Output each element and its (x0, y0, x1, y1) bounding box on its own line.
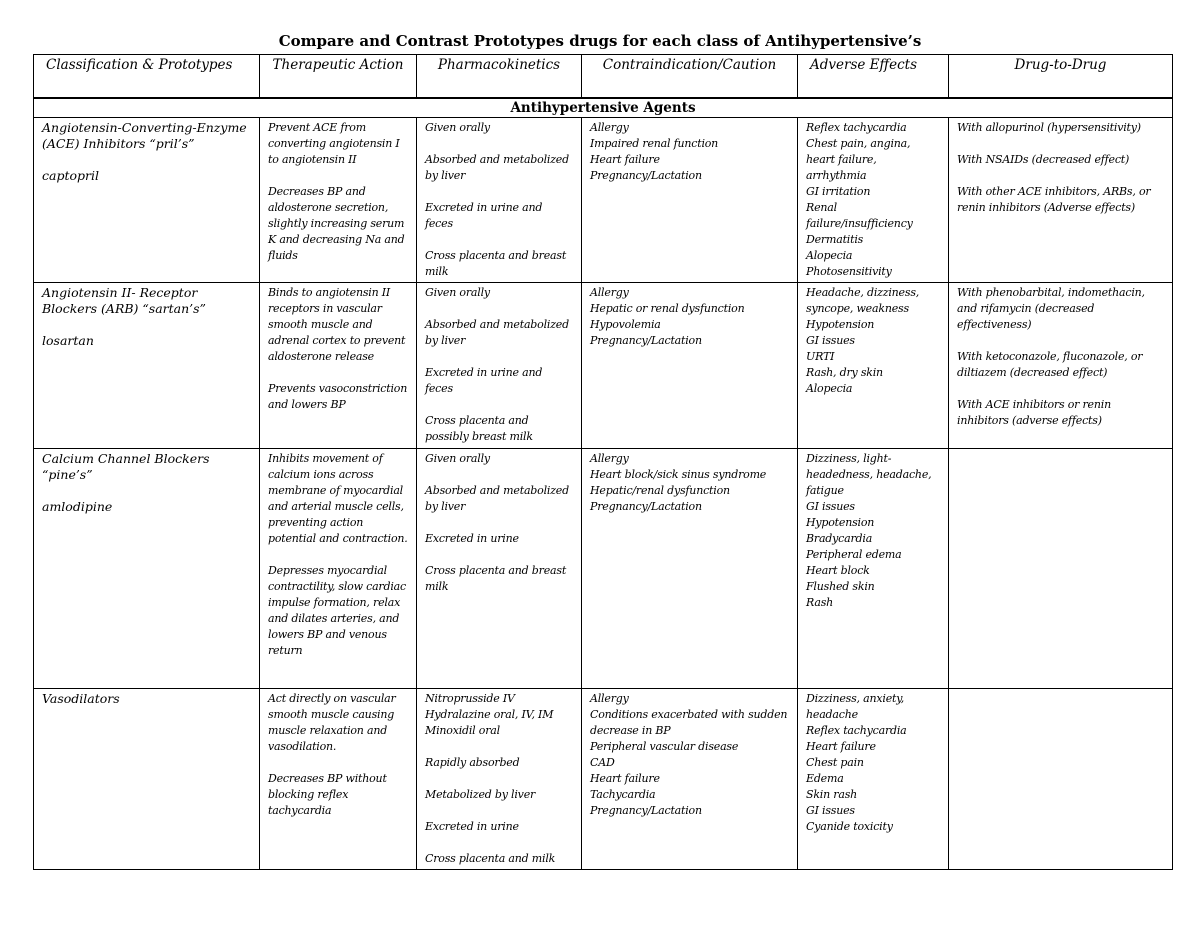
adverse-effect-cell (798, 449, 949, 689)
drug-interaction-item: With NSAIDs (decreased effect) (957, 153, 1130, 166)
contraindication-cell (582, 449, 798, 689)
class-name: Angiotensin-Converting-Enzyme (ACE) Inhibitors “pril’s” (42, 120, 247, 151)
adverse-effect-cell (798, 118, 949, 283)
adverse-effect-item: Heart failure (806, 740, 876, 753)
class-name: Vasodilators (42, 691, 120, 706)
section-row (34, 98, 1173, 118)
page-title: Compare and Contrast Prototypes drugs for each class of Antihypertensive’s (278, 32, 922, 50)
drug-interaction-item: With other ACE inhibitors, ARBs, or renin inhibitors (Adverse effects) (957, 185, 1151, 214)
adverse-effect-item: Flushed skin (806, 580, 875, 593)
adverse-effect-item: Hypotension (806, 318, 875, 331)
pharmacokinetics-item: Excreted in urine (425, 532, 519, 545)
pharmacokinetics-item: Given orally (425, 452, 490, 465)
adverse-effect-item: Headache, dizziness, syncope, weakness (806, 286, 920, 315)
drug-interaction-cell (949, 118, 1173, 283)
adverse-effect-item: Dermatitis (806, 233, 864, 246)
adverse-effect-item: GI issues (806, 500, 855, 513)
pharmacokinetics-item: Excreted in urine and feces (425, 366, 543, 395)
adverse-effect-item: Hypotension (806, 516, 875, 529)
therapeutic-action-cell (260, 689, 417, 870)
pharmacokinetics-item: Rapidly absorbed (425, 756, 520, 769)
classification-cell (34, 449, 260, 689)
drug-class-row (34, 118, 1173, 283)
adverse-effect-item: Rash (806, 596, 834, 609)
adverse-effect-item: Reflex tachycardia (806, 724, 907, 737)
adverse-effect-item: Cyanide toxicity (806, 820, 893, 833)
section-title: Antihypertensive Agents (34, 98, 1173, 118)
adverse-effect-item: Dizziness, anxiety, headache (806, 692, 905, 721)
pharmacokinetics-item: Cross placenta and possibly breast milk (425, 414, 533, 443)
adverse-effect-cell (798, 283, 949, 449)
contraindication-item: Impaired renal function (590, 137, 719, 150)
prototype-name: amlodipine (42, 499, 113, 514)
adverse-effect-item: Dizziness, light-headedness, headache, fatigue (806, 452, 932, 497)
contraindication-item: Pregnancy/Lactation (590, 169, 702, 182)
adverse-effect-item: Chest pain (806, 756, 864, 769)
header-contraindication: Contraindication/Caution (582, 55, 798, 99)
classification-cell (34, 118, 260, 283)
contraindication-item: Hypovolemia (590, 318, 661, 331)
contraindication-item: Conditions exacerbated with sudden decrease in BP (590, 708, 788, 737)
therapeutic-action-item: Prevents vasoconstriction and lowers BP (268, 382, 408, 411)
header-drug-to-drug: Drug-to-Drug (949, 55, 1173, 99)
contraindication-item: Tachycardia (590, 788, 656, 801)
contraindication-item: Hepatic/renal dysfunction (590, 484, 730, 497)
class-name: Angiotensin II- Receptor Blockers (ARB) “sartan’s” (42, 285, 206, 316)
therapeutic-action-cell (260, 283, 417, 449)
pharmacokinetics-item: Given orally (425, 121, 490, 134)
contraindication-item: Heart failure (590, 772, 660, 785)
adverse-effect-item: Skin rash (806, 788, 858, 801)
drug-class-row (34, 283, 1173, 449)
pharmacokinetics-item: Cross placenta and breast milk (425, 249, 567, 278)
drug-interaction-item: With allopurinol (hypersensitivity) (957, 121, 1141, 134)
drug-interaction-item: With ketoconazole, fluconazole, or diltiazem (decreased effect) (957, 350, 1143, 379)
contraindication-item: Pregnancy/Lactation (590, 804, 702, 817)
pharmacokinetics-item: Nitroprusside IV Hydralazine oral, IV, IM Minoxidil oral (425, 692, 554, 737)
contraindication-item: Pregnancy/Lactation (590, 500, 702, 513)
adverse-effect-item: Chest pain, angina, heart failure, arrhythmia (806, 137, 911, 182)
pharmacokinetics-item: Absorbed and metabolized by liver (425, 318, 569, 347)
adverse-effect-item: Alopecia (806, 382, 853, 395)
contraindication-item: Pregnancy/Lactation (590, 334, 702, 347)
therapeutic-action-cell (260, 118, 417, 283)
drug-interaction-cell (949, 689, 1173, 870)
pharmacokinetics-item: Absorbed and metabolized by liver (425, 153, 569, 182)
header-classification: Classification & Prototypes (34, 55, 260, 99)
therapeutic-action-item: Decreases BP and aldosterone secretion, slightly increasing serum K and decreasing Na and fluids (268, 185, 405, 262)
adverse-effect-item: Peripheral edema (806, 548, 902, 561)
contraindication-item: CAD (590, 756, 615, 769)
contraindication-cell (582, 283, 798, 449)
adverse-effect-item: URTI (806, 350, 835, 363)
header-adverse-effects: Adverse Effects (798, 55, 949, 99)
header-row (34, 55, 1173, 99)
drug-class-row (34, 449, 1173, 689)
therapeutic-action-item: Depresses myocardial contractility, slow cardiac impulse formation, relax and dilates arteries, and lowers BP and venous return (268, 564, 406, 657)
pharmacokinetics-item: Given orally (425, 286, 490, 299)
drug-interaction-cell (949, 283, 1173, 449)
classification-cell (34, 689, 260, 870)
contraindication-item: Allergy (590, 452, 629, 465)
contraindication-item: Peripheral vascular disease (590, 740, 739, 753)
drug-interaction-cell (949, 449, 1173, 689)
contraindication-cell (582, 689, 798, 870)
adverse-effect-item: Heart block (806, 564, 870, 577)
pharmacokinetics-item: Metabolized by liver (425, 788, 536, 801)
class-name: Calcium Channel Blockers “pine’s” (42, 451, 210, 482)
adverse-effect-item: Alopecia (806, 249, 853, 262)
pharmacokinetics-item: Absorbed and metabolized by liver (425, 484, 569, 513)
drug-class-row (34, 689, 1173, 870)
pharmacokinetics-cell (417, 283, 582, 449)
prototype-name: losartan (42, 333, 94, 348)
drug-interaction-item: With phenobarbital, indomethacin, and rifamycin (decreased effectiveness) (957, 286, 1145, 331)
therapeutic-action-item: Binds to angiotensin II receptors in vascular smooth muscle and adrenal cortex to prevent aldosterone release (268, 286, 406, 363)
pharmacokinetics-item: Cross placenta and breast milk (425, 564, 567, 593)
adverse-effect-item: Photosensitivity (806, 265, 892, 278)
adverse-effect-item: Renal failure/insufficiency (806, 201, 913, 230)
adverse-effect-item: GI issues (806, 334, 855, 347)
therapeutic-action-item: Act directly on vascular smooth muscle causing muscle relaxation and vasodilation. (268, 692, 396, 753)
therapeutic-action-cell (260, 449, 417, 689)
contraindication-item: Heart failure (590, 153, 660, 166)
therapeutic-action-item: Inhibits movement of calcium ions across membrane of myocardial and arterial muscle cells, preventing action potential and contraction. (268, 452, 408, 545)
drug-interaction-item: With ACE inhibitors or renin inhibitors (adverse effects) (957, 398, 1111, 427)
adverse-effect-item: Edema (806, 772, 844, 785)
adverse-effect-item: Bradycardia (806, 532, 873, 545)
pharmacokinetics-item: Excreted in urine (425, 820, 519, 833)
drug-comparison-table (33, 54, 1173, 870)
pharmacokinetics-cell (417, 449, 582, 689)
adverse-effect-cell (798, 689, 949, 870)
contraindication-item: Allergy (590, 692, 629, 705)
header-therapeutic-action: Therapeutic Action (260, 55, 417, 99)
adverse-effect-item: GI irritation (806, 185, 871, 198)
adverse-effect-item: Reflex tachycardia (806, 121, 907, 134)
contraindication-item: Hepatic or renal dysfunction (590, 302, 745, 315)
prototype-name: captopril (42, 168, 99, 183)
contraindication-cell (582, 118, 798, 283)
contraindication-item: Allergy (590, 286, 629, 299)
contraindication-item: Allergy (590, 121, 629, 134)
adverse-effect-item: GI issues (806, 804, 855, 817)
therapeutic-action-item: Decreases BP without blocking reflex tachycardia (268, 772, 387, 817)
pharmacokinetics-item: Cross placenta and milk (425, 852, 556, 865)
contraindication-item: Heart block/sick sinus syndrome (590, 468, 767, 481)
adverse-effect-item: Rash, dry skin (806, 366, 883, 379)
classification-cell (34, 283, 260, 449)
pharmacokinetics-cell (417, 689, 582, 870)
header-pharmacokinetics: Pharmacokinetics (417, 55, 582, 99)
pharmacokinetics-item: Excreted in urine and feces (425, 201, 543, 230)
therapeutic-action-item: Prevent ACE from converting angiotensin I to angiotensin II (268, 121, 400, 166)
pharmacokinetics-cell (417, 118, 582, 283)
